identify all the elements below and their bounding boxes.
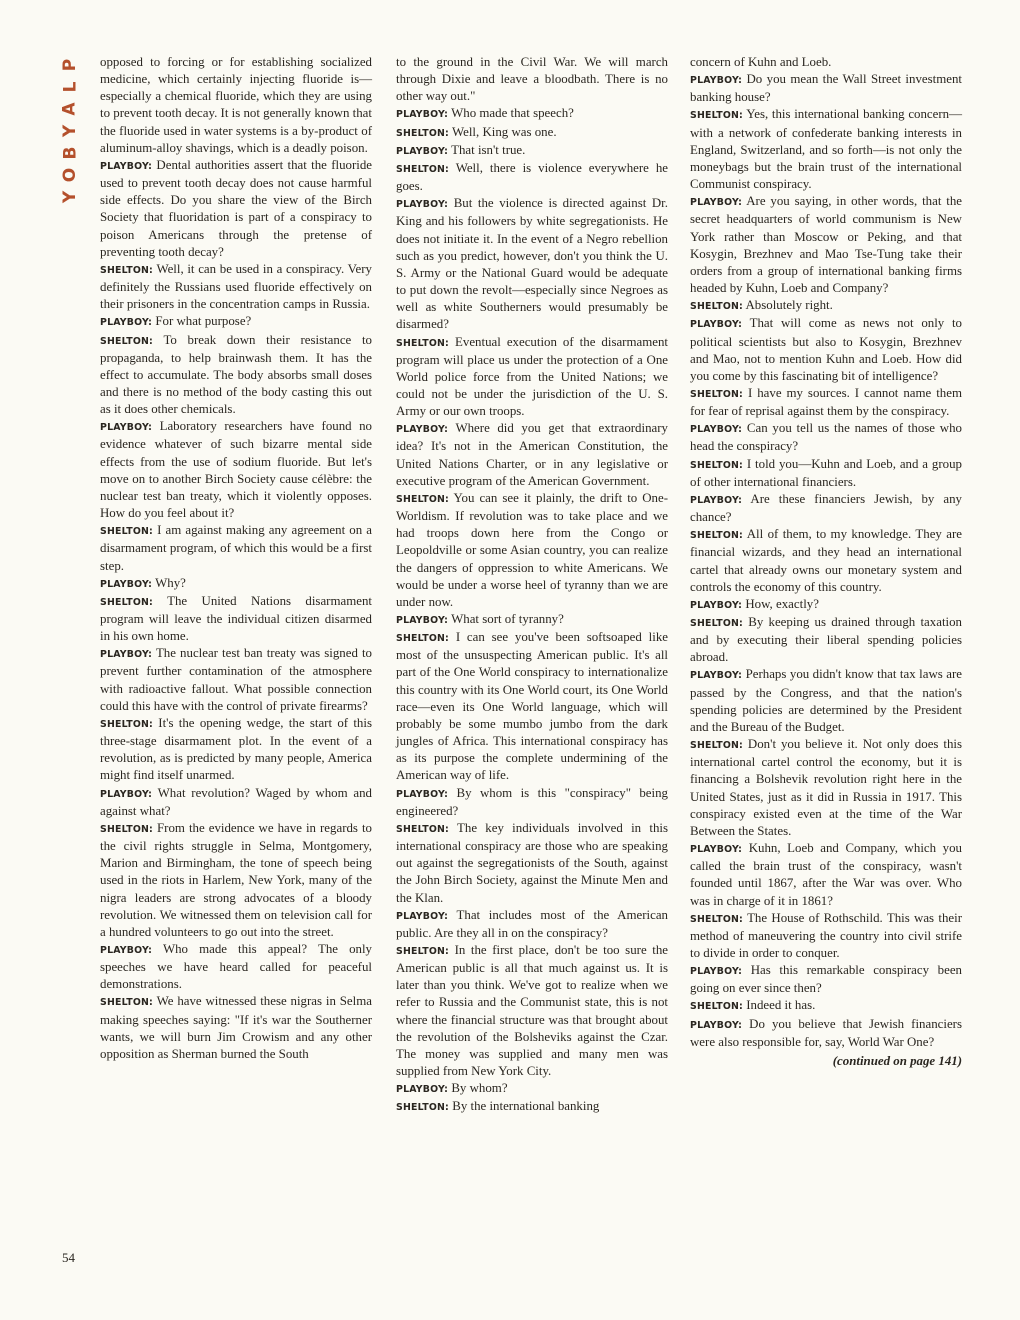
paragraph-text: From the evidence we have in regards to the civil rights struggle in Selma, Montgomery, Marion and Birmingham, the tone of speech being used in the riots in Harlem, New York, many of the nigra leaders are strong advocates of a bloody revolution. We witnessed them on television call for a hundred volunteers to go out into the street. [100, 820, 372, 939]
paragraph-text: I am against making any agreement on a disarmament program, of which this would be a first step. [100, 523, 372, 573]
paragraph-text: To break down their resistance to propaganda, to help brainwash them. It has the effect to accumulate. The body absorbs small doses and there is no method of the body casting this out as it does other chemicals. [100, 332, 372, 417]
speaker-label: SHELTON: [690, 740, 743, 752]
paragraph-text: Are these financiers Jewish, by any chance? [690, 491, 963, 525]
interview-paragraph [396, 490, 668, 611]
speaker-label: PLAYBOY: [690, 1019, 743, 1031]
interview-paragraph [690, 297, 962, 315]
masthead-letter: Y [60, 124, 80, 138]
interview-paragraph [100, 522, 372, 574]
paragraph-text: Well, there is violence everywhere he goes. [396, 160, 668, 194]
speaker-label: SHELTON: [396, 163, 449, 175]
paragraph-text: Kuhn, Loeb and Company, which you called the brain trust of the conspiracy, wasn't founded until 1867, after the War was over. Who was in charge of it in 1861? [690, 841, 962, 908]
interview-paragraph [396, 105, 668, 123]
interview-paragraph [396, 907, 668, 942]
paragraph-text: Do you believe that Jewish financiers were also responsible for, say, World War One? [690, 1016, 962, 1049]
interview-paragraph [396, 629, 668, 784]
speaker-label: SHELTON: [690, 301, 743, 313]
interview-paragraph [690, 385, 962, 420]
speaker-label: SHELTON: [396, 823, 449, 835]
interview-paragraph [690, 106, 962, 193]
paragraph-text: Are you saying, in other words, that the secret headquarters of world communism is New York rather than Moscow or Peking, and that Kosygin, Brezhnev and Mao Tse-Tung take their orders from a group of international banking firms headed by Kuhn, Loeb and Company? [690, 194, 963, 296]
paragraph-text: By keeping us drained through taxation and by executing their liberal spending policies abroad. [690, 615, 963, 665]
paragraph-text: That includes most of the American public. Are they all in on the conspiracy? [396, 907, 668, 940]
interview-paragraph [690, 193, 962, 297]
interview-paragraph [690, 614, 962, 666]
speaker-label: SHELTON: [100, 596, 153, 608]
speaker-label: PLAYBOY: [690, 599, 743, 611]
speaker-label: PLAYBOY: [396, 199, 449, 211]
speaker-label: SHELTON: [690, 110, 743, 122]
masthead-letter: B [60, 146, 80, 160]
paragraph-text: Who made that speech? [451, 106, 574, 121]
paragraph-text: By whom is this "conspiracy" being engineered? [396, 785, 668, 818]
speaker-label: SHELTON: [396, 127, 449, 139]
interview-paragraph [100, 261, 372, 313]
masthead-letter: O [59, 167, 80, 183]
paragraph-text: to the ground in the Civil War. We will march through Dixie and leave a bloodbath. There is no other way out." [396, 55, 668, 104]
paragraph-text: Don't you believe it. Not only does this international cartel control the economy, but it is financing a Bolshevik revolution right here in the United States, just as it did in Russia in 1917. This conspiracy existed even at the time of the War Between the States. [690, 737, 962, 838]
speaker-label: PLAYBOY: [396, 910, 449, 922]
paragraph-text: But the violence is directed against Dr. King and his followers by white segregationists. He does not initiate it. In the event of a Negro rebellion such as you predict, however, don't you think the U. S. Army or the National Guard would be adequate to put down the revolt—especially since Negroes as well as white Southerners would presumably be disarmed? [396, 196, 668, 332]
interview-paragraph [396, 124, 668, 142]
speaker-label: SHELTON: [690, 459, 743, 471]
paragraph-text: What sort of tyranny? [451, 612, 564, 626]
interview-paragraph [690, 736, 962, 840]
interview-paragraph [690, 315, 962, 385]
paragraph-text: The key individuals involved in this international conspiracy are those who are speaking out against the segregationists of the South, against the John Birch Society, against the Minute Men and the Klan. [396, 820, 668, 905]
interview-paragraph [100, 820, 372, 941]
speaker-label: SHELTON: [396, 945, 449, 957]
speaker-label: PLAYBOY: [100, 578, 153, 590]
text-column-1 [100, 54, 372, 1063]
interview-paragraph [690, 666, 962, 736]
paragraph-text: concern of Kuhn and Loeb. [690, 55, 832, 69]
speaker-label: PLAYBOY: [396, 1084, 449, 1096]
interview-paragraph [396, 1098, 668, 1116]
interview-paragraph [396, 54, 668, 105]
interview-paragraph [396, 1080, 668, 1098]
text-column-2 [396, 54, 668, 1117]
interview-paragraph [690, 997, 962, 1015]
speaker-label: PLAYBOY: [100, 317, 153, 329]
speaker-label: PLAYBOY: [396, 145, 449, 157]
speaker-label: SHELTON: [690, 1001, 743, 1013]
paragraph-text: Perhaps you didn't know that tax laws are passed by the Congress, and that the nation's spending policies are determined by the President and the Bureau of the Budget. [690, 667, 962, 734]
paragraph-text: Has this remarkable conspiracy been going on ever since then? [690, 963, 962, 996]
paragraph-text: All of them, to my knowledge. They are financial wizards, and they head an international cartel that already owns our monetary system and controls the economy of this country. [690, 527, 962, 594]
speaker-label: PLAYBOY: [100, 422, 153, 434]
masthead-letter: L [60, 81, 80, 93]
interview-paragraph [396, 334, 668, 421]
speaker-label: SHELTON: [100, 526, 153, 538]
interview-paragraph [100, 575, 372, 593]
speaker-label: SHELTON: [690, 618, 743, 629]
interview-paragraph [100, 54, 372, 157]
speaker-label: SHELTON: [396, 493, 449, 505]
interview-paragraph [100, 593, 372, 645]
speaker-label: PLAYBOY: [396, 109, 449, 121]
speaker-label: PLAYBOY: [690, 75, 743, 87]
speaker-label: SHELTON: [690, 913, 743, 925]
paragraph-text: In the first place, don't be too sure the American public is all that much against us. It is later than you think. We've got to realize when we refer to Russia and the Communist state, this is not where the financial structure was that brought about the revolution of the Bolsheviks against the Czar. The money was supplied and many men was supplied from New York City. [396, 942, 668, 1079]
paragraph-text: Where did you get that extraordinary idea? It's not in the American Constitution, the United Nations Charter, or in any legislative or executive program of the American Government. [396, 421, 668, 488]
paragraph-text: I can see you've been softsoaped like most of the unsuspecting American public. It's all part of the One World conspiracy to internationalize this country with its One World court, its One World race—even its One World language, which will probably be some mumbo jumbo from the dark jungles of Africa. This international conspiracy has as its purpose the complete undermining of the American way of life. [396, 630, 668, 783]
interview-paragraph [690, 1016, 962, 1051]
interview-paragraph [690, 596, 962, 614]
speaker-label: PLAYBOY: [690, 844, 743, 856]
interview-paragraph [396, 142, 668, 160]
interview-paragraph [100, 418, 372, 522]
paragraph-text: Eventual execution of the disarmament program will place us under the protection of a One World police force from the United Nations; we could not be under the jurisdiction of the U. S. Army or our own troops. [396, 334, 668, 419]
interview-paragraph [690, 71, 962, 106]
speaker-label: SHELTON: [396, 1102, 449, 1114]
interview-paragraph [100, 645, 372, 715]
speaker-label: SHELTON: [396, 633, 449, 645]
masthead-letter: Y [60, 190, 80, 204]
interview-paragraph [100, 332, 372, 419]
interview-paragraph [690, 526, 962, 596]
paragraph-text: For what purpose? [155, 314, 252, 329]
interview-paragraph [100, 157, 372, 261]
paragraph-text: We have witnessed these nigras in Selma making speeches saying: "If it's war the Southerner wants, we will burn Jim Crowism and any other opposition as Sherman burned the South [100, 994, 372, 1061]
speaker-label: PLAYBOY: [396, 424, 449, 436]
paragraph-text: The United Nations disarmament program will leave the individual citizen disarmed in his own home. [100, 593, 372, 644]
interview-paragraph [396, 160, 668, 195]
paragraph-text: I have my sources. I cannot name them for fear of reprisal against them by the conspiracy. [690, 385, 962, 419]
speaker-label: PLAYBOY: [690, 494, 743, 506]
paragraph-text: Do you mean the Wall Street investment banking house? [690, 72, 962, 105]
interview-paragraph [100, 941, 372, 993]
interview-paragraph [396, 420, 668, 490]
speaker-label: PLAYBOY: [690, 424, 743, 436]
interview-paragraph [396, 942, 668, 1080]
speaker-label: PLAYBOY: [690, 197, 743, 209]
speaker-label: PLAYBOY: [690, 670, 743, 682]
paragraph-text: Well, it can be used in a conspiracy. Very definitely the Russians used fluoride effectively on their prisoners in the concentration camps in Russia. [100, 261, 372, 312]
speaker-label: SHELTON: [690, 530, 743, 542]
speaker-label: SHELTON: [100, 997, 153, 1009]
paragraph-text: Well, King was one. [451, 124, 557, 139]
speaker-label: SHELTON: [100, 335, 153, 347]
interview-paragraph [100, 993, 372, 1063]
speaker-label: SHELTON: [100, 718, 153, 730]
speaker-label: SHELTON: [690, 388, 743, 400]
paragraph-text: It's the opening wedge, the start of this three-stage disarmament plot. In the event of a revolution, as is predicted by many people, America might find itself unarmed. [100, 715, 372, 783]
page-number: 54 [62, 1250, 75, 1265]
interview-paragraph [100, 785, 372, 820]
paragraph-text: By the international banking [452, 1099, 600, 1114]
interview-paragraph [690, 840, 962, 910]
paragraph-text: Indeed it has. [746, 998, 816, 1013]
paragraph-text: How, exactly? [745, 596, 819, 611]
text-column-3 [690, 54, 962, 1070]
paragraph-text: By whom? [451, 1081, 508, 1096]
speaker-label: PLAYBOY: [690, 966, 743, 978]
speaker-label: PLAYBOY: [690, 319, 743, 331]
continued-note: (continued on page 141) [832, 1053, 962, 1068]
interview-paragraph [396, 785, 668, 820]
speaker-label: PLAYBOY: [100, 160, 153, 172]
paragraph-text: Who made this appeal? The only speeches we have heard called for peaceful demonstrations. [100, 941, 372, 992]
speaker-label: PLAYBOY: [100, 944, 153, 956]
speaker-label: PLAYBOY: [100, 788, 153, 800]
paragraph-text: opposed to forcing or for establishing socialized medicine, which certainly injecting fluoride is—especially a chemical fluoride, which they are using to prevent tooth decay. It is not generally known that the fluoride used in water systems is a by-product of aluminum-alloy shavings, which is a deadly poison. [100, 55, 372, 155]
interview-paragraph [690, 910, 962, 962]
paragraph-text: What revolution? Waged by whom and against what? [100, 785, 372, 818]
paragraph-text: That isn't true. [451, 142, 526, 157]
paragraph-text: That will come as news not only to political scientists but also to Kosygin, Brezhnev and Mao, not to mention Kuhn and Loeb. How did you come by this fascinating bit of intelligence? [690, 316, 963, 383]
interview-paragraph [100, 313, 372, 331]
speaker-label: PLAYBOY: [396, 615, 449, 626]
interview-paragraph [100, 715, 372, 785]
speaker-label: PLAYBOY: [100, 649, 153, 661]
interview-paragraph [396, 195, 668, 333]
paragraph-text: The nuclear test ban treaty was signed to prevent further contamination of the atmosphere with radioactive fallout. What possible connection could this have with the control of private firearms? [100, 646, 372, 713]
paragraph-text: Laboratory researchers have found no evidence whatever of such bizarre mental side effects from the use of sodium fluoride. But let's move on to another Birch Society cause célèbre: the nuclear test ban treaty, which it violently opposes. How do you feel about it? [100, 419, 372, 521]
interview-paragraph [690, 491, 962, 526]
paragraph-text: You can see it plainly, the drift to One-Worldism. If revolution was to take place and we had troops down here from the Congo or Leopoldville or some Asian country, you can realize the dangers of oppression to white Americans. We would be under a worse heel of tyranny than we are under now. [396, 490, 669, 609]
paragraph-text: Dental authorities assert that the fluoride used to prevent tooth decay does not cause harmful side effects. Do you share the view of the Birch Society that fluoridation is part of a conspiracy to poison Americans through the pretense of preventing tooth decay? [100, 157, 372, 259]
magazine-masthead [56, 54, 90, 208]
masthead-letter: P [60, 58, 80, 72]
interview-paragraph [396, 611, 668, 629]
interview-paragraph [690, 962, 962, 997]
paragraph-text: The House of Rothschild. This was their method of maneuvering the country into civil strife to divide in order to conquer. [690, 910, 962, 960]
interview-paragraph [690, 420, 962, 455]
interview-paragraph [690, 54, 962, 71]
paragraph-text: Why? [155, 575, 186, 590]
speaker-label: SHELTON: [396, 337, 449, 349]
paragraph-text: Absolutely right. [745, 298, 833, 313]
masthead-letter: A [59, 102, 80, 116]
speaker-label: PLAYBOY: [396, 788, 449, 800]
paragraph-text: Yes, this international banking concern—with a network of confederate banking interests in England, Switzerland, and so forth—is not only the moneybags but the brain trust of the international Communist conspiracy. [690, 107, 962, 192]
speaker-label: SHELTON: [100, 264, 153, 276]
interview-paragraph [396, 820, 668, 907]
paragraph-text: I told you—Kuhn and Loeb, and a group of other international financiers. [690, 456, 962, 489]
speaker-label: SHELTON: [100, 823, 153, 835]
interview-paragraph [690, 456, 962, 491]
paragraph-text: Can you tell us the names of those who head the conspiracy? [690, 421, 963, 454]
